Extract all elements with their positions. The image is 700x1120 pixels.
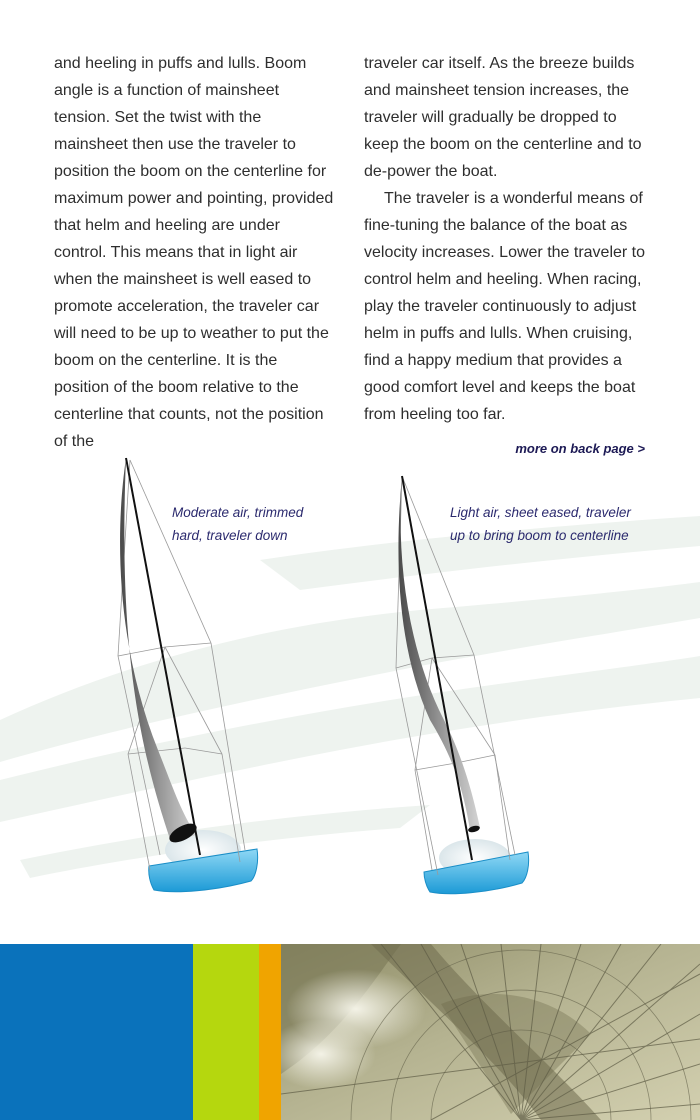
caption-light-air: [450, 501, 631, 547]
caption-line: Moderate air, trimmed: [172, 505, 304, 520]
caption-line: up to bring boom to centerline: [450, 528, 629, 543]
text-column-left: [54, 50, 336, 455]
paragraph: The traveler is a wonderful means of fine-tuning the balance of the boat as velocity increases. Lower the traveler to control helm and heeling. When racing, play the traveler continuously to adjust helm in puffs and lulls. When cruising, find a happy medium that provides a good comfort level and keeps the boat from heeling too far.: [364, 190, 646, 423]
footer-color-band: [0, 944, 700, 1120]
sail-photo: [281, 944, 700, 1120]
green-color-bar: [193, 944, 259, 1120]
blue-color-bar: [0, 944, 193, 1120]
caption-line: Light air, sheet eased, traveler: [450, 505, 631, 520]
paragraph: traveler car itself. As the breeze builds and mainsheet tension increases, the traveler will gradually be dropped to keep the boom on the centerline and to de-power the boat.: [364, 55, 642, 180]
text-column-right: [364, 50, 652, 428]
caption-line: hard, traveler down: [172, 528, 288, 543]
caption-moderate-air: [172, 501, 303, 547]
orange-color-bar: [259, 944, 281, 1120]
water-brushstroke: [0, 516, 700, 878]
more-on-back-page-link[interactable]: more on back page >: [515, 441, 645, 456]
sail-photo-image: [281, 944, 700, 1120]
paragraph: and heeling in puffs and lulls. Boom angle is a function of mainsheet tension. Set the twist with the mainsheet then use the traveler to position the boom on the centerline for maximum power and pointing, provided that helm and heeling are under control. This means that in light air when the mainsheet is well eased to promote acceleration, the traveler car will need to be up to weather to put the boom on the centerline. It is the position of the boom relative to the centerline that counts, not the position of the: [54, 55, 334, 450]
